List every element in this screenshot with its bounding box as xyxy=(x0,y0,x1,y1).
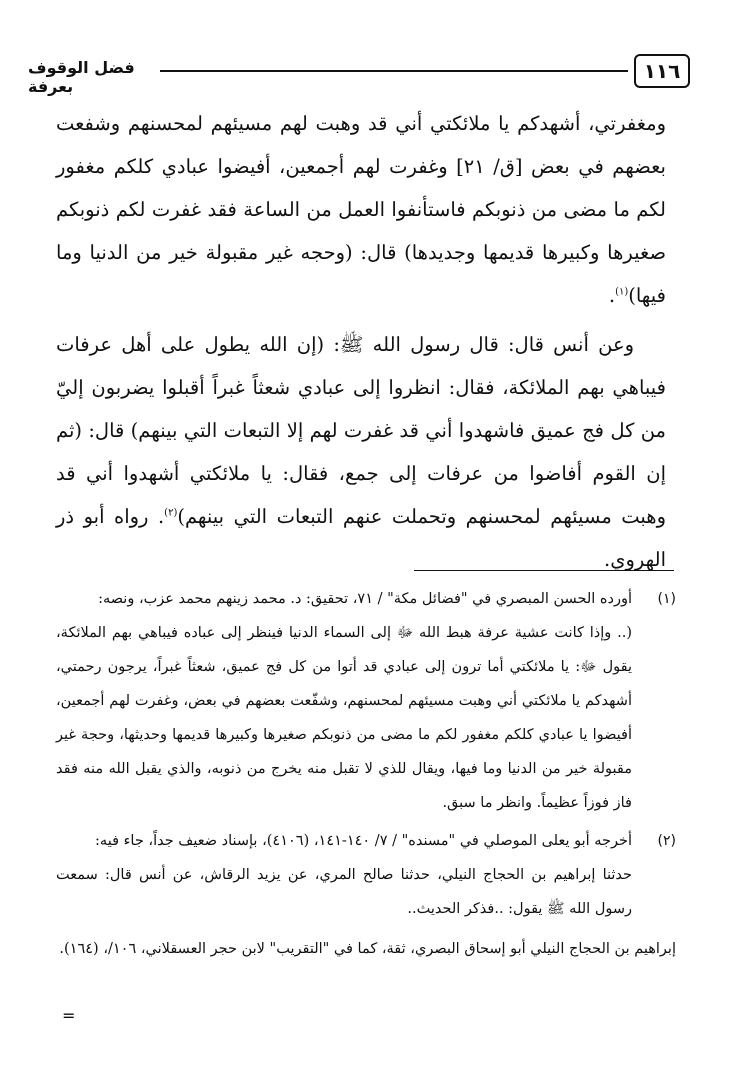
paragraph-end: . رواه أبو ذر الهروي. xyxy=(56,505,666,571)
footnote xyxy=(56,582,676,820)
footnote-number: (٢) xyxy=(657,833,676,849)
footnote-separator xyxy=(414,570,674,571)
page-header xyxy=(28,52,690,96)
footnote-reference: (٢) xyxy=(164,507,178,519)
header-rule xyxy=(160,70,628,72)
paragraph-text: وعن أنس قال: قال رسول الله ﷺ: (إن الله يطول على أهل عرفات فيباهي بهم الملائكة، فقال: انظروا إلى عبادي شعثاً غبراً أقبلوا يضربون إليّ من كل فج عميق فاشهدوا أني قد غفرت لهم إلا التبعات التي بينهم) قال: (ثم إن القوم أفاضوا من عرفات إلى جمع، فقال: يا ملائكتي أشهدوا أني قد وهبت مسيئهم لمحسنهم وتحملت عنهم التبعات التي بينهم) xyxy=(56,333,667,528)
footnote-line: حدثنا إبراهيم بن الحجاج النيلي، حدثنا صالح المري، عن يزيد الرقاش، عن أنس قال: سمعت رسول الله ﷺ يقول: ..فذكر الحديث.. xyxy=(56,867,632,917)
footnote-reference: (١) xyxy=(615,286,629,298)
paragraph-text: ومغفرتي، أشهدكم يا ملائكتي أني قد وهبت لهم مسيئهم لمحسنهم وشفعت بعضهم في بعض [ق/ ٢١] وغفرت لهم أجمعين، أفيضوا عبادي كلكم مغفور لكم ما مضى من ذنوبكم فاستأنفوا العمل من الساعة فقد غفرت لكم ذنوبكم صغيرها وكبيرها قديمها وجديدها) قال: (وحجه غير مقبولة خير من الدنيا وما فيها) xyxy=(56,112,666,307)
footnote-note: إبراهيم بن الحجاج النيلي أبو إسحاق البصري، ثقة، كما في "التقريب" لابن حجر العسقلاني، ١٠٦/، (١٦٤). xyxy=(59,941,676,957)
main-text xyxy=(56,102,666,581)
footnote xyxy=(56,824,676,966)
paragraph xyxy=(56,102,666,317)
continuation-mark: = xyxy=(62,1006,76,1025)
paragraph-end: . xyxy=(608,284,616,307)
footnote-line: أورده الحسن المبصري في "فضائل مكة" / ٧١، تحقيق: د. محمد زينهم محمد عزب، ونصه: xyxy=(98,591,632,607)
footnote-number: (١) xyxy=(657,591,676,607)
footnote-line: (.. وإذا كانت عشية عرفة هبط الله ﷻ إلى السماء الدنيا فينظر إلى عباده فيباهي بهم الملائكة، يقول ﷻ: يا ملائكتي أما ترون إلى عبادي قد أتوا من كل فج عميق، شعثاً غبراً، يرجون رحمتي، أشهدكم يا ملائكتي أني وهبت مسيئهم لمحسنهم، وشفّعت بعضهم في بعض، وغفرت لهم أجمعين، أفيضوا يا عبادي كلكم مغفور لكم ما مضى من ذنوبكم صغيرها وكبيرها قديمها وحديثها، وحجة غير مقبولة خير من الدنيا وما فيها، ويقال للذي لا تقبل منه يخرج من ذنوبه، والذي يقبل الله منه فقد فاز فوزاً عظيماً. وانظر ما سبق. xyxy=(56,625,632,811)
running-title: فضل الوقوف بعرفة xyxy=(28,58,135,96)
page-number: ١١٦ xyxy=(634,54,690,88)
footnote-line: أخرجه أبو يعلى الموصلي في "مسنده" / ٧/ ١٤٠-١٤١، (٤١٠٦)، بإسناد ضعيف جداً، جاء فيه: xyxy=(95,833,632,849)
paragraph xyxy=(56,323,666,581)
footnotes xyxy=(56,582,676,966)
